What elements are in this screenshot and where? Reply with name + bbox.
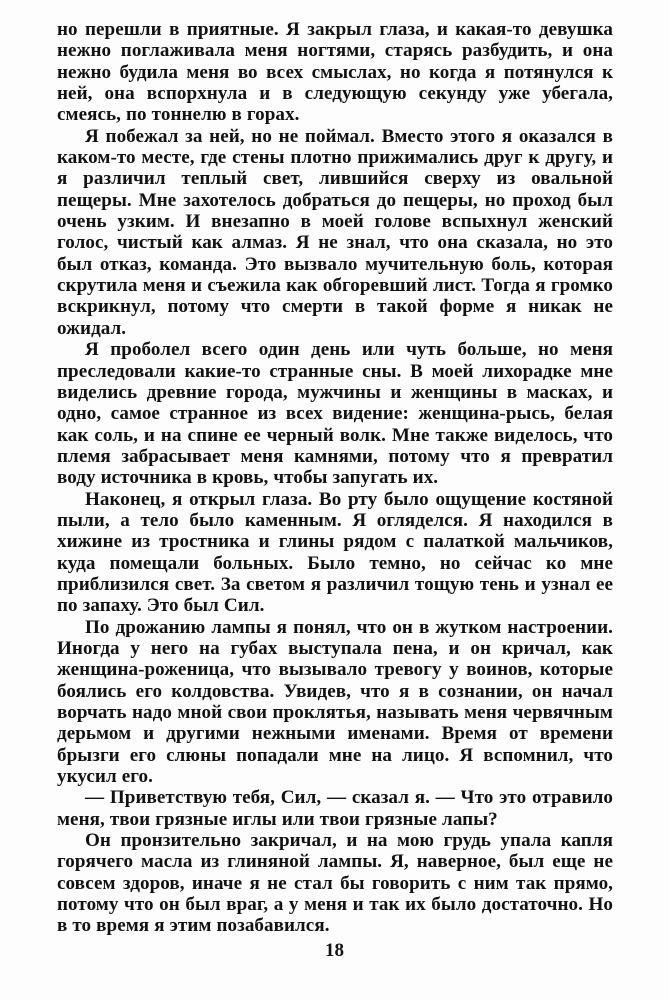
paragraph: Наконец, я открыл глаза. Во рту было ощущение костяной пыли, а тело было каменным. Я огляделся. Я находился в хижине из тростника и глины рядом с палаткой мальчиков, куда помещали больных. Было темно, но сейчас ко мне приблизился свет. За светом я различил тощую тень и узнал ее по запаху. Это был Сил. <box>57 488 613 617</box>
paragraph: Я побежал за ней, но не поймал. Вместо этого я оказался в каком-то месте, где стены плотно прижимались друг к другу, и я различил теплый свет, лившийся сверху из овальной пещеры. Мне захотелось добраться до пещеры, но проход был очень узким. И внезапно в моей голове вспыхнул женский голос, чистый как алмаз. Я не знал, что она сказала, но это был отказ, команда. Это вызвало мучительную боль, которая скрутила меня и съежила как обгоревший лист. Тогда я громко вскрикнул, потому что смерти в такой форме я никак не ожидал. <box>57 125 613 339</box>
paragraph: По дрожанию лампы я понял, что он в жутком настроении. Иногда у него на губах выступала пена, и он кричал, как женщина-роженица, что вызывало тревогу у воинов, которые боялись его колдовства. Увидев, что я в сознании, он начал ворчать надо мной свои проклятья, называть меня червячным дерьмом и другими нежными именами. Время от времени брызги его слюны попадали мне на лицо. Я вспомнил, что укусил его. <box>57 616 613 788</box>
paragraph: Он пронзительно закричал, и на мою грудь упала капля горячего масла из глиняной лампы. Я, наверное, был еще не совсем здоров, иначе я не стал бы говорить с ним так прямо, потому что он был враг, а у меня и так их было достаточно. Но в то время я этим позабавился. <box>57 830 613 937</box>
paragraph: Я проболел всего один день или чуть больше, но меня преследовали какие-то странные сны. В моей лихорадке мне виделись древние города, мужчины и женщины в масках, и одно, самое странное из всех видение: женщина-рысь, белая как соль, и на спине ее черный волк. Мне также виделось, что племя забрасывает меня камнями, потому что я превратил воду источника в кровь, чтобы запугать их. <box>57 339 613 489</box>
page-text-body <box>57 19 613 937</box>
paragraph: — Приветствую тебя, Сил, — сказал я. — Что это отравило меня, твои грязные иглы или твои грязные лапы? <box>57 787 613 830</box>
paragraph: но перешли в приятные. Я закрыл глаза, и какая-то девушка нежно поглаживала меня ногтями, старясь разбудить, и она нежно будила меня во всех смыслах, но когда я потянулся к ней, она вспорхнула и в следующую секунду уже убегала, смеясь, по тоннелю в горах. <box>57 19 613 126</box>
page-number: 18 <box>325 940 344 961</box>
